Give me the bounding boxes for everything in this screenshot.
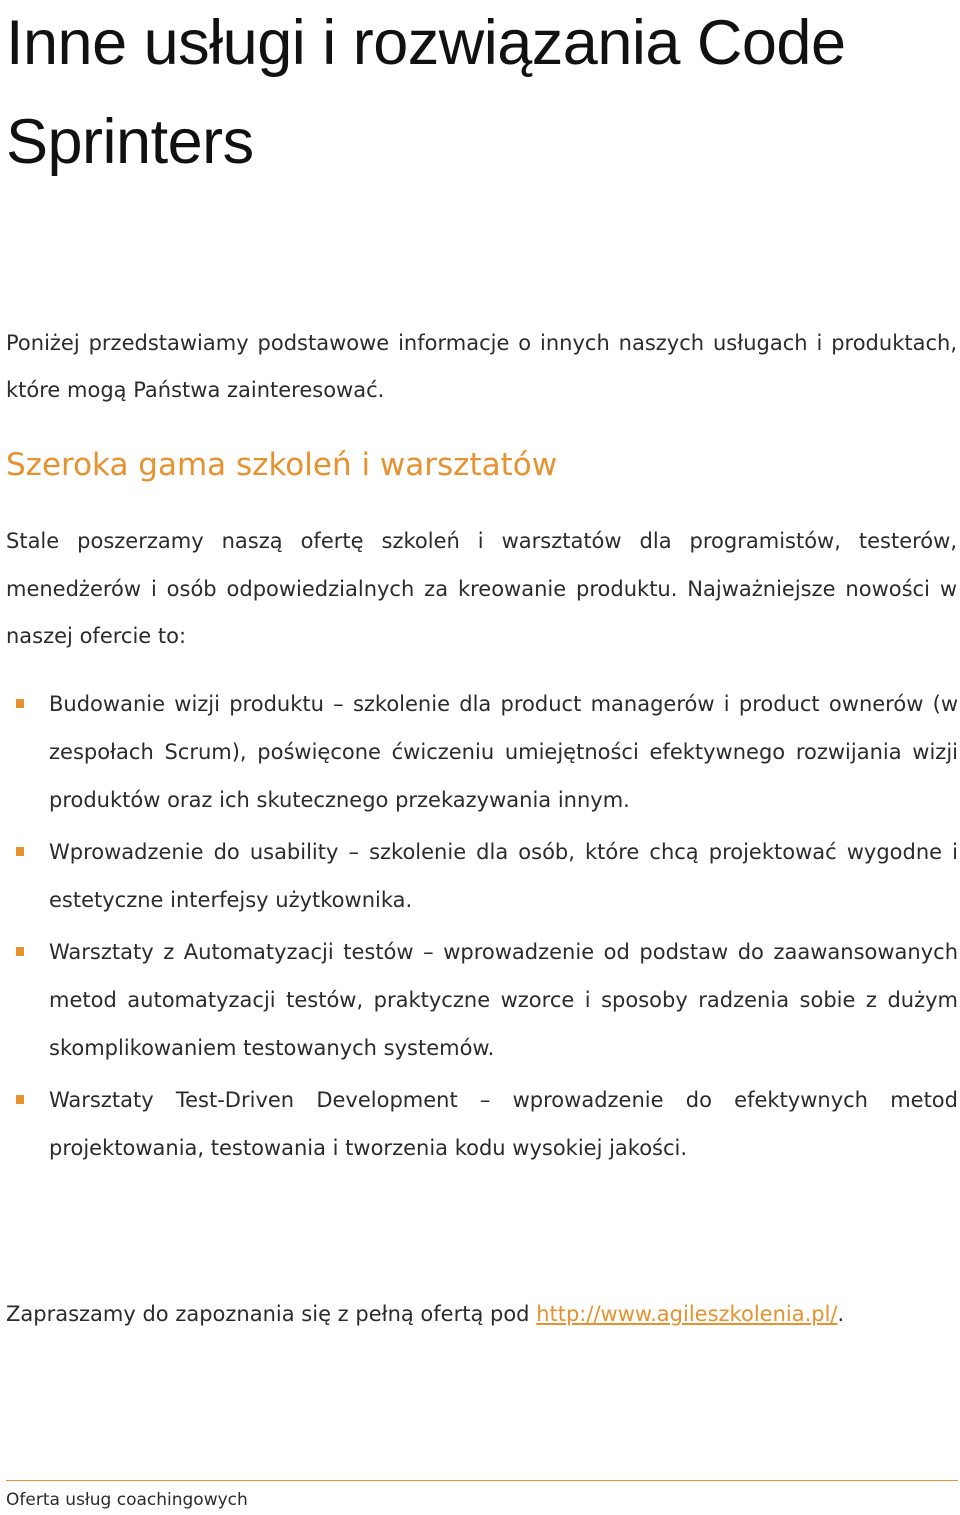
closing-text: Zapraszamy do zapoznania się z pełną ofertą pod xyxy=(6,1302,537,1326)
training-list xyxy=(0,680,960,1176)
square-bullet-icon xyxy=(16,847,24,856)
footer-text: Oferta usług coachingowych xyxy=(6,1490,248,1510)
section-paragraph: Stale poszerzamy naszą ofertę szkoleń i warsztatów dla programistów, testerów, menedżerów i osób odpowiedzialnych za kreowanie produktu. Najważniejsze nowości w naszej ofercie to: xyxy=(6,529,957,648)
list-item-text: Wprowadzenie do usability – szkolenie dla osób, które chcą projektować wygodne i estetyczne interfejsy użytkownika. xyxy=(49,840,958,912)
closing-paragraph xyxy=(6,1290,957,1338)
square-bullet-icon xyxy=(16,947,24,956)
list-item xyxy=(0,1076,958,1172)
list-item xyxy=(0,828,958,924)
page-title: Inne usługi i rozwiązania Code Sprinters xyxy=(6,8,846,177)
closing-period: . xyxy=(837,1302,845,1326)
square-bullet-icon xyxy=(16,699,24,708)
list-item-text: Warsztaty Test-Driven Development – wprowadzenie do efektywnych metod projektowania, testowania i tworzenia kodu wysokiej jakości. xyxy=(49,1088,958,1160)
square-bullet-icon xyxy=(16,1095,24,1104)
footer-divider xyxy=(6,1480,958,1481)
list-item-text: Warsztaty z Automatyzacji testów – wprowadzenie od podstaw do zaawansowanych metod automatyzacji testów, praktyczne wzorce i sposoby radzenia sobie z dużym skomplikowaniem testowanych systemów. xyxy=(49,940,958,1060)
offer-link[interactable]: http://www.agileszkolenia.pl/ xyxy=(536,1302,838,1326)
list-item xyxy=(0,928,958,1072)
section-heading: Szeroka gama szkoleń i warsztatów xyxy=(6,447,558,483)
list-item-text: Budowanie wizji produktu – szkolenie dla product managerów i product ownerów (w zespołach Scrum), poświęcone ćwiczeniu umiejętności efektywnego rozwijania wizji produktów oraz ich skutecznego przekazywania innym. xyxy=(49,692,958,812)
list-item xyxy=(0,680,958,824)
intro-paragraph: Poniżej przedstawiamy podstawowe informacje o innych naszych usługach i produktach, które mogą Państwa zainteresować. xyxy=(6,331,957,402)
